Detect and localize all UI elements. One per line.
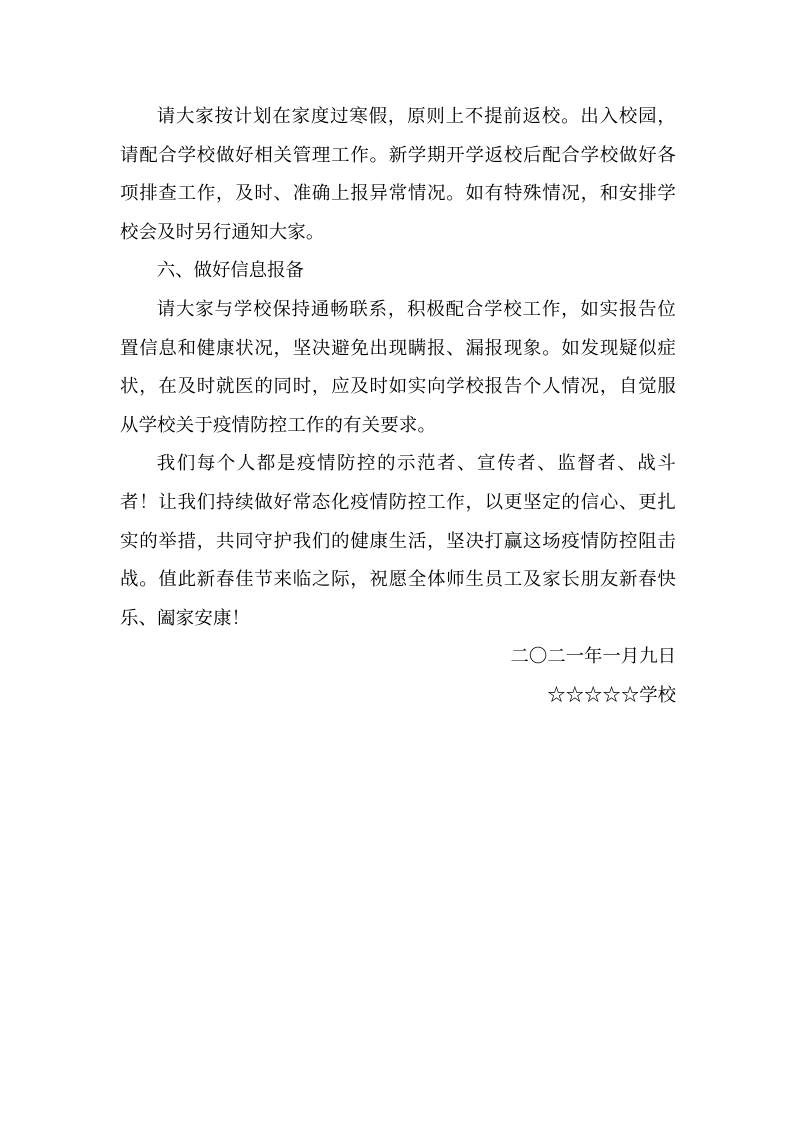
paragraph-info-report: 请大家与学校保持通畅联系，积极配合学校工作，如实报告位置信息和健康状况，坚决避免出现瞒报、漏报现象。如发现疑似症状，在及时就医的同时，应及时如实向学校报告个人情况，自觉服从学校关于疫情防控工作的有关要求。 (120, 298, 676, 436)
document-signature: ☆☆☆☆☆学校 (547, 684, 676, 706)
document-body (120, 98, 676, 716)
paragraph-return-to-school: 请大家按计划在家度过寒假，原则上不提前返校。出入校园，请配合学校做好相关管理工作。新学期开学返校后配合学校做好各项排查工作，及时、准确上报异常情况。如有特殊情况，和安排学校会及时另行通知大家。 (120, 106, 676, 243)
section-heading-info-report: 六、做好信息报备 (156, 260, 304, 282)
paragraph-closing: 我们每个人都是疫情防控的示范者、宣传者、监督者、战斗者！让我们持续做好常态化疫情防控工作，以更坚定的信心、更扎实的举措，共同守护我们的健康生活，坚决打赢这场疫情防控阻击战。值此新春佳节来临之际，祝愿全体师生员工及家长朋友新春快乐、阖家安康！ (120, 453, 676, 629)
document-date: 二〇二一年一月九日 (510, 646, 676, 668)
